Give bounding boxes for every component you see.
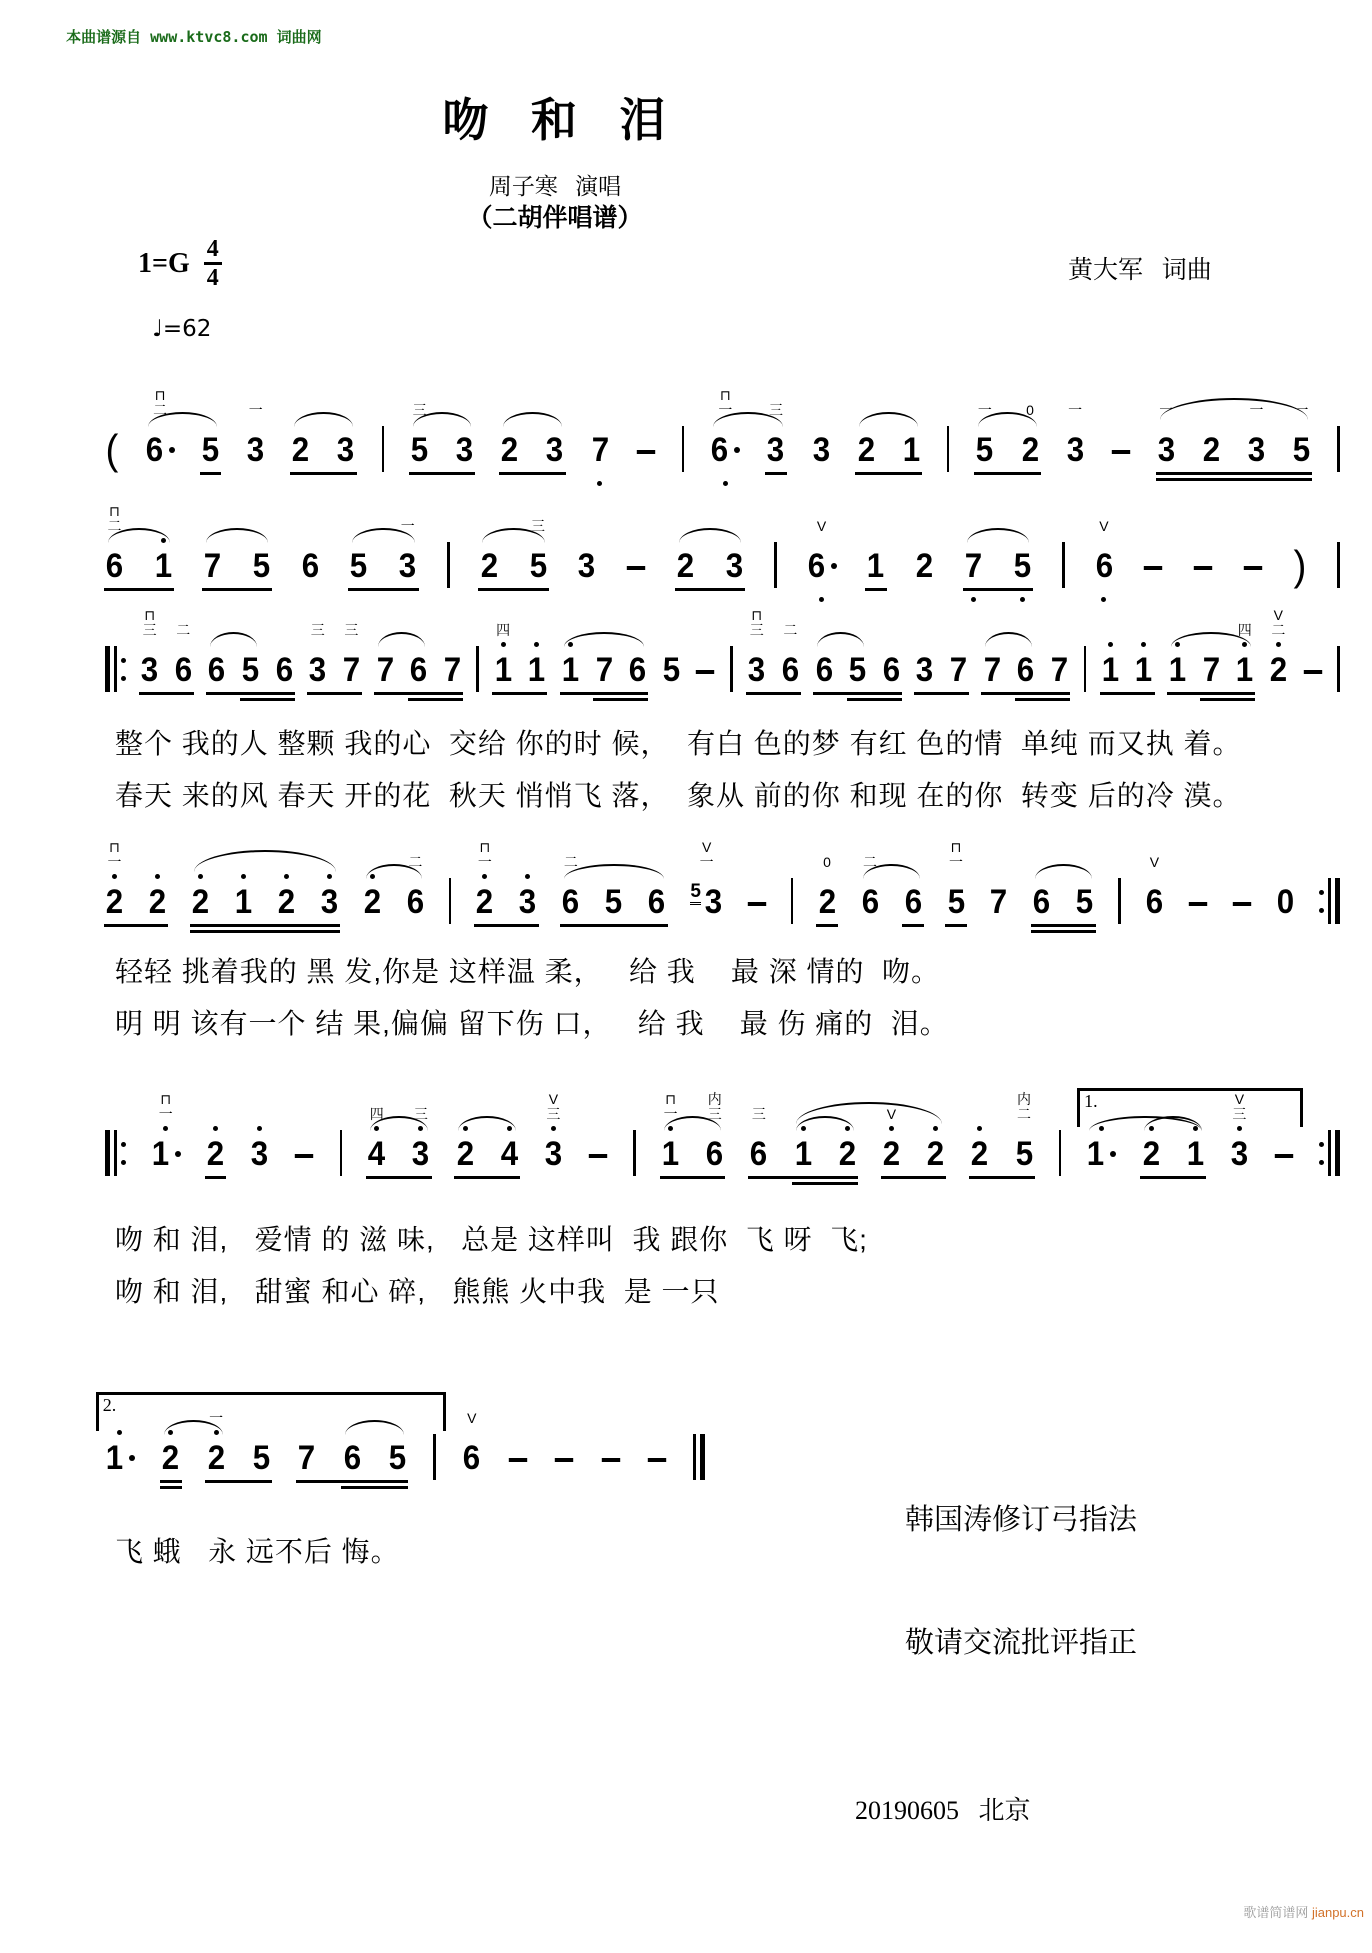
lyrics-line-chorus1: 吻 和 泪, 爱情 的 滋 味, 总是 这样叫 我 跟你 飞 呀 飞; (115, 1224, 868, 1255)
note: 6 (409, 651, 428, 689)
date-place-footer (855, 1790, 1031, 1827)
note: 3 (578, 547, 596, 585)
note: V 6 (463, 1410, 481, 1477)
barline (1337, 372, 1340, 472)
watermark-bottom (1243, 1902, 1364, 1921)
note: V 2 (882, 1106, 901, 1173)
note: 二 6 (562, 854, 580, 921)
note: 一 3 (1247, 402, 1266, 469)
held-note-dash (626, 488, 646, 602)
note: 三 7 (342, 622, 361, 689)
time-signature (204, 236, 222, 291)
note: 1 (1168, 592, 1187, 706)
barline (1062, 488, 1065, 588)
beam-underline-2 (1015, 698, 1070, 701)
beam-underline (560, 692, 649, 695)
note: 2 (1142, 1076, 1161, 1190)
note: 1 (1186, 1076, 1205, 1190)
note: 1 (561, 592, 580, 706)
note: 7 (1202, 651, 1220, 689)
barline (447, 488, 450, 588)
singer-credit: 周子寒 演唱 (488, 174, 622, 199)
slur-arc (796, 1102, 942, 1124)
note: 3 (337, 431, 355, 469)
note: 2 (292, 431, 310, 469)
beam-underline-2 (593, 698, 648, 701)
quarter-note-icon: ♩ (152, 316, 163, 342)
note: 6 (1033, 883, 1051, 921)
beam-underline (374, 692, 463, 695)
beam-underline-2 (792, 1182, 858, 1185)
barline (1084, 592, 1087, 692)
note: ⊓ 三 3 (140, 607, 159, 689)
note: 2 (148, 824, 167, 938)
note: 四 1 (494, 622, 512, 689)
note: 一 3 (399, 518, 417, 585)
note: 5 (662, 651, 680, 689)
beam-underline (160, 1480, 181, 1483)
note: 1 (1134, 592, 1153, 706)
barline (340, 1076, 343, 1176)
volta-label: 2. (102, 1395, 117, 1415)
note: 5 (605, 883, 623, 921)
note: 二 6 (174, 622, 192, 689)
note: 7 (983, 651, 1001, 689)
lyrics-line-verse2a: 春天 来的风 春天 开的花 秋天 悄悄飞 落， 象从 前的你 和现 在的你 转变 后的冷 漠。 (115, 780, 1242, 811)
beam-underline (366, 1176, 432, 1179)
parenthesis-symbol: ) (1293, 542, 1307, 589)
note: 1 (527, 592, 546, 706)
barline (382, 372, 385, 472)
barline (1059, 1076, 1062, 1176)
held-note-dash (588, 1076, 608, 1190)
note: V 一 5 3 (690, 839, 723, 921)
repeat-begin-barline (105, 592, 126, 692)
beam-underline (499, 472, 565, 475)
note: 2 (838, 1076, 857, 1190)
held-note-dash (747, 824, 767, 938)
beam-underline (560, 924, 667, 927)
held-note-dash (294, 1076, 314, 1190)
note: 2 (277, 824, 296, 938)
tempo-value: =62 (162, 316, 212, 342)
note: 6 (343, 1439, 361, 1477)
note: 3 (250, 1076, 269, 1190)
held-note-dash (1243, 488, 1263, 602)
held-note-dash (1303, 592, 1323, 706)
note: 7 (591, 372, 610, 486)
page-title: 吻 和 泪 (442, 95, 668, 146)
volta-bracket (96, 1392, 446, 1431)
barline (1337, 488, 1340, 588)
note: 三 3 (412, 1106, 430, 1173)
watermark-top-text: 本曲谱源自 www.ktvc8.com 词曲网 (66, 28, 322, 46)
held-note-dash (1188, 824, 1208, 938)
repeat-begin-barline (105, 1076, 126, 1176)
note: 2 (926, 1076, 945, 1190)
note: 2 (1202, 431, 1221, 469)
lyrics-line-ending: 飞 蛾 永 远不后 悔。 (115, 1536, 400, 1567)
held-note-dash (508, 1380, 528, 1494)
beam-underline (816, 924, 837, 927)
note: ⊓ 一 1 (151, 1076, 181, 1190)
note: 6 (882, 651, 900, 689)
note: 7 (298, 1439, 316, 1477)
held-note-dash (1143, 488, 1163, 602)
note: 1 (105, 1380, 135, 1494)
note: 5 (252, 1439, 271, 1477)
note: 5 (1013, 488, 1032, 602)
note: 3 (320, 824, 339, 938)
beam-underline (492, 692, 547, 695)
note: 6 (275, 651, 293, 689)
beam-underline (296, 1480, 408, 1483)
note: 三 6 (750, 1106, 768, 1173)
note: 3 (916, 651, 934, 689)
note: 4 (500, 1076, 519, 1190)
note: 1 (1101, 592, 1120, 706)
beam-underline (474, 924, 538, 927)
note: 2 (501, 431, 519, 469)
beam-underline (104, 588, 174, 591)
note: 四 4 (368, 1106, 386, 1173)
music-line-2 (105, 488, 1340, 608)
beam-underline (855, 472, 921, 475)
note: ⊓ 一 2 (476, 839, 494, 921)
note: 5 (252, 547, 270, 585)
final-barline (693, 1380, 705, 1480)
tempo-marking (152, 316, 211, 342)
note: 3 (546, 431, 564, 469)
composer-credit: 黄大军 词曲 (1068, 257, 1212, 284)
note: 2 (480, 547, 498, 585)
note: 3 (812, 431, 830, 469)
lyrics-line-verse2b: 明 明 该有一个 结 果,偏偏 留下伤 口， 给 我 最 伤 痛的 泪。 (115, 1008, 949, 1039)
beam-underline-2 (847, 698, 902, 701)
note: 6 (904, 883, 922, 921)
barline (449, 824, 452, 924)
beam-underline (969, 1176, 1035, 1179)
note: 一 2 (207, 1410, 225, 1477)
note: ⊓ 一 2 (105, 839, 124, 921)
note: 6 (815, 651, 833, 689)
note: 6 (208, 651, 226, 689)
note: 0 2 (818, 854, 836, 921)
beam-underline-2 (240, 698, 295, 701)
time-signature-numerator: 4 (204, 236, 222, 265)
note: 二 6 (781, 622, 800, 689)
key-label: 1=G (138, 247, 190, 279)
barline (476, 592, 479, 692)
score-subtitle: （二胡伴唱谱） (467, 205, 643, 232)
note: 6 (301, 547, 319, 585)
note: 0 (1276, 883, 1295, 921)
key-signature (138, 236, 222, 291)
note: V 三 3 (544, 1091, 563, 1173)
beam-underline (974, 472, 1040, 475)
beam-underline (139, 692, 194, 695)
note: 5 (848, 651, 867, 689)
note: V 6 (807, 488, 837, 602)
slur-arc (194, 850, 336, 872)
note: 7 (203, 547, 221, 585)
repeat-end-barline (1319, 824, 1340, 924)
note: 三 3 (309, 622, 327, 689)
beam-underline (200, 472, 221, 475)
note: 7 (376, 651, 394, 689)
barline (774, 488, 777, 588)
beam-underline (290, 472, 356, 475)
note: 一 5 (1292, 402, 1311, 469)
editor-note (905, 1418, 1137, 1746)
note: 1 (1086, 1076, 1116, 1190)
barline (1337, 592, 1340, 692)
watermark-site-name: 歌谱简谱网 (1243, 1905, 1309, 1920)
note: 7 (990, 883, 1008, 921)
note: 内 二 5 (1015, 1091, 1033, 1173)
beam-underline (205, 1176, 226, 1179)
beam-underline (202, 588, 272, 591)
beam-underline-2 (1156, 478, 1313, 481)
note: 1 (867, 547, 885, 585)
parenthesis-symbol: ( (105, 426, 119, 473)
note: V 三 3 (1230, 1091, 1249, 1173)
held-note-dash (636, 372, 656, 486)
note: 0 2 (1021, 402, 1039, 469)
footer-place: 北京 (978, 1796, 1031, 1825)
note: ⊓ 一 1 (661, 1091, 680, 1173)
time-signature-denominator: 4 (206, 265, 219, 291)
held-note-dash (647, 1380, 667, 1494)
note: 2 (191, 824, 210, 938)
beam-underline (914, 692, 969, 695)
beam-underline (865, 588, 886, 591)
beam-underline-2 (408, 698, 463, 701)
beam-underline (1140, 1176, 1206, 1179)
note: 一 3 (1157, 402, 1176, 469)
beam-underline (748, 1176, 858, 1179)
beam-underline (307, 692, 362, 695)
beam-underline (963, 588, 1033, 591)
held-note-dash (1193, 488, 1213, 602)
beam-underline (348, 588, 418, 591)
beam-underline (104, 924, 168, 927)
note: 1 (794, 1076, 813, 1190)
beam-underline-2 (1200, 698, 1255, 701)
note: 2 (456, 1076, 475, 1190)
note: 1 (154, 488, 173, 602)
note: 3 (725, 547, 744, 585)
beam-underline-2 (1031, 930, 1095, 933)
watermark-site-domain: jianpu.cn (1311, 1905, 1364, 1920)
note: 二 6 (406, 854, 425, 921)
beam-underline (409, 472, 475, 475)
lyrics-line-verse1a: 整个 我的人 整颗 我的心 交给 你的时 候， 有白 色的梦 有红 色的情 单纯 而又执 着。 (115, 728, 1242, 759)
note: 2 (857, 431, 875, 469)
note: 1 (234, 824, 253, 938)
beam-underline-2 (341, 1486, 408, 1489)
held-note-dash (1232, 824, 1252, 938)
beam-underline (205, 1480, 272, 1483)
beam-underline (206, 692, 295, 695)
held-note-dash (601, 1380, 621, 1494)
beam-underline (660, 1176, 726, 1179)
beam-underline-2 (160, 1486, 181, 1489)
note: ⊓ 二 6 (105, 503, 124, 585)
note: 2 (161, 1380, 180, 1494)
watermark-top (30, 8, 322, 65)
footer-date: 20190605 (855, 1796, 959, 1825)
beam-underline (813, 692, 902, 695)
barline (947, 372, 950, 472)
grace-note: 5 (690, 882, 701, 905)
repeat-end-barline (1319, 1076, 1340, 1176)
beam-underline (454, 1176, 520, 1179)
beam-underline (1156, 472, 1313, 475)
note: 2 (363, 824, 382, 938)
note: 一 5 (976, 402, 994, 469)
note: 2 (970, 1076, 989, 1190)
beam-underline (1031, 924, 1095, 927)
note: 三 3 (767, 402, 785, 469)
note: V 6 (1095, 488, 1114, 602)
note: 6 (648, 883, 666, 921)
note: 6 (628, 651, 647, 689)
note: 5 (241, 651, 260, 689)
note: 2 (677, 547, 695, 585)
editor-note-line2: 敬请交流批评指正 (905, 1627, 1138, 1659)
note: 7 (1050, 651, 1069, 689)
note: V 二 2 (1269, 607, 1288, 689)
held-note-dash (554, 1380, 574, 1494)
note: ⊓ 一 5 (947, 839, 965, 921)
note: 5 (350, 547, 368, 585)
note: 内 三 6 (706, 1091, 724, 1173)
note: 二 6 (861, 854, 879, 921)
music-line-3 (105, 592, 1340, 712)
note: ⊓ 一 6 (710, 372, 740, 486)
note: 1 (902, 431, 920, 469)
note: 7 (964, 488, 983, 602)
music-line-5 (105, 1076, 1340, 1196)
note: 5 (1076, 883, 1094, 921)
beam-underline (881, 1176, 947, 1179)
beam-underline (1100, 692, 1155, 695)
beam-underline (746, 692, 801, 695)
note: 2 (206, 1076, 225, 1190)
note: 三 5 (529, 518, 547, 585)
note: 5 (201, 431, 220, 469)
music-line-1 (105, 372, 1340, 492)
held-note-dash (1111, 372, 1131, 486)
note: V 6 (1145, 854, 1164, 921)
volta-label: 1. (1084, 1091, 1098, 1111)
beam-underline (945, 924, 966, 927)
volta-bracket (1077, 1088, 1303, 1127)
note: 2 (916, 547, 934, 585)
beam-underline (478, 588, 548, 591)
beam-underline (190, 924, 340, 927)
note: 5 (388, 1439, 407, 1477)
beam-underline (902, 924, 923, 927)
note: 7 (949, 651, 968, 689)
beam-underline (675, 588, 745, 591)
note: ⊓ 三 3 (748, 607, 766, 689)
note: 一 3 (247, 402, 265, 469)
held-note-dash (695, 592, 715, 706)
beam-underline (1167, 692, 1256, 695)
note: 一 3 (1066, 402, 1084, 469)
note: 6 (1017, 651, 1035, 689)
editor-note-line1: 韩国涛修订弓指法 (905, 1504, 1138, 1536)
note: 四 1 (1236, 622, 1254, 689)
beam-underline (765, 472, 786, 475)
slur-arc (1160, 398, 1309, 420)
note: 7 (595, 651, 613, 689)
barline (1118, 824, 1121, 924)
note: 三 5 (410, 402, 429, 469)
note: ⊓ 二 6 (145, 372, 175, 486)
barline (791, 824, 794, 924)
note: 7 (443, 651, 461, 689)
beam-underline-2 (190, 930, 340, 933)
note: 3 (518, 824, 537, 938)
barline (682, 372, 685, 472)
note: 3 (456, 431, 474, 469)
barline (730, 592, 733, 692)
music-line-4 (105, 824, 1340, 944)
lyrics-line-chorus2: 吻 和 泪, 甜蜜 和心 碎, 熊熊 火中我 是 一只 (115, 1276, 720, 1307)
lyrics-line-verse1b: 轻轻 挑着我的 黑 发,你是 这样温 柔， 给 我 最 深 情的 吻。 (115, 956, 941, 987)
beam-underline (981, 692, 1070, 695)
music-line-6 (102, 1380, 705, 1500)
barline (633, 1076, 636, 1176)
